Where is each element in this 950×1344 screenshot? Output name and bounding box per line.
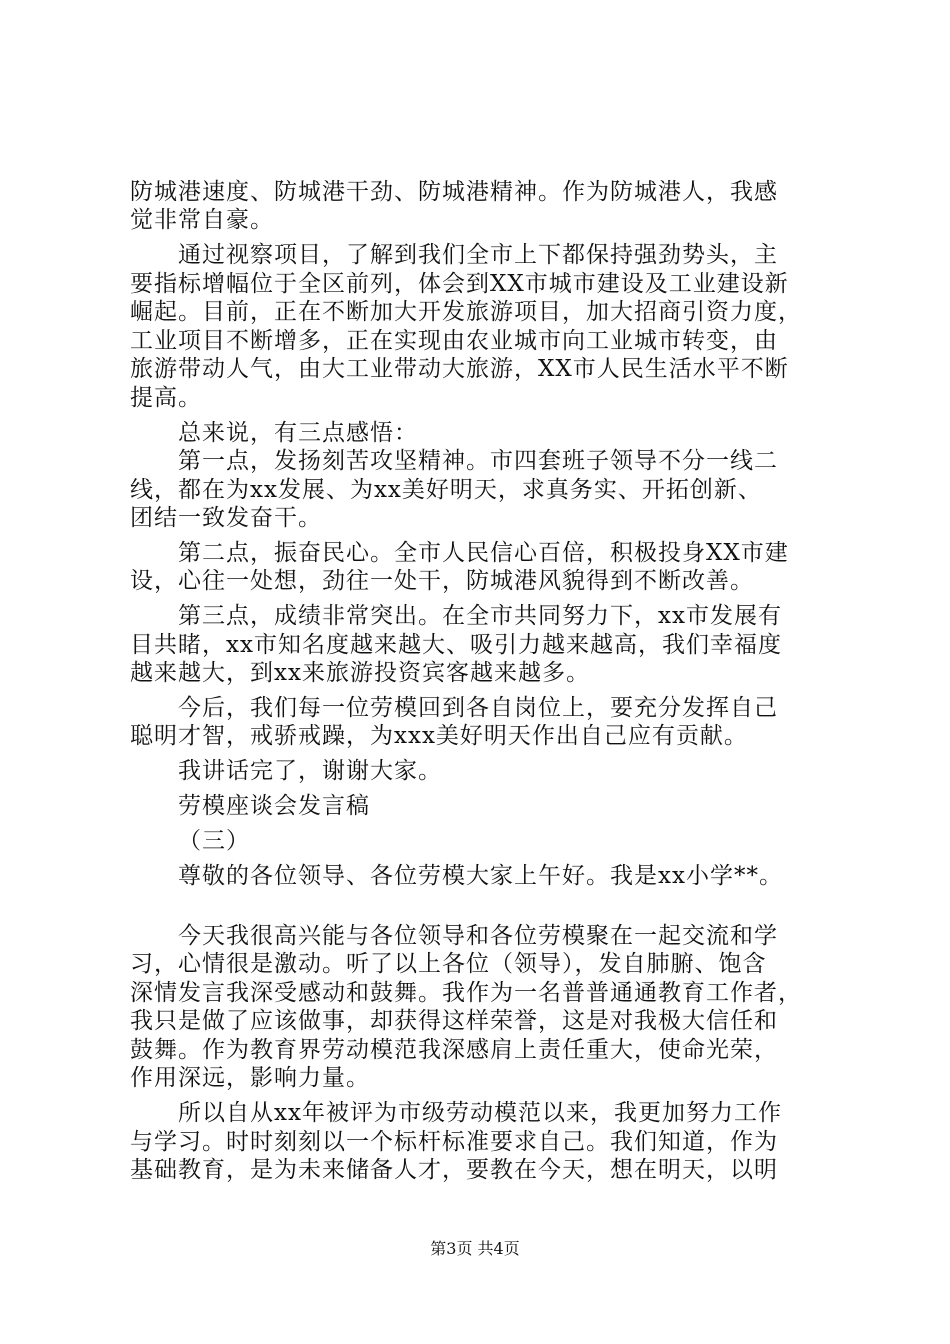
text-line: 今后，我们每一位劳模回到各自岗位上，要充分发挥自己 xyxy=(178,694,778,721)
text-line: 聪明才智，戒骄戒躁，为xxx美好明天作出自己应有贡献。 xyxy=(130,723,748,750)
text-line: 今天我很高兴能与各位领导和各位劳模聚在一起交流和学 xyxy=(178,922,778,949)
text-line: 通过视察项目，了解到我们全市上下都保持强劲势头，主 xyxy=(178,242,778,269)
text-line: 习，心情很是激动。听了以上各位（领导），发自肺腑、饱含 xyxy=(130,951,767,978)
page-footer: 第3页 共4页 xyxy=(430,1239,520,1258)
text-line: 越来越大，到xx来旅游投资宾客越来越多。 xyxy=(130,660,590,687)
text-line: 所以自从xx年被评为市级劳动模范以来，我更加努力工作 xyxy=(178,1100,782,1127)
text-line: 第三点，成绩非常突出。在全市共同努力下，xx市发展有 xyxy=(178,603,782,630)
text-line: 旅游带动人气，由大工业带动大旅游，XX市人民生活水平不断 xyxy=(130,356,789,383)
text-line: 团结一致发奋干。 xyxy=(130,505,322,531)
section-title: 劳模座谈会发言稿 xyxy=(178,793,370,820)
text-line: 与学习。时时刻刻以一个标杆标准要求自己。我们知道，作为 xyxy=(130,1128,778,1155)
text-line: 要指标增幅位于全区前列，体会到XX市城市建设及工业建设新 xyxy=(130,270,789,297)
text-line: 崛起。目前，正在不断加大开发旅游项目，加大招商引资力度， xyxy=(130,299,802,326)
text-line: 第二点，振奋民心。全市人民信心百倍，积极投身XX市建 xyxy=(178,539,789,566)
text-line: 我讲话完了，谢谢大家。 xyxy=(178,758,442,785)
text-line: 第一点，发扬刻苦攻坚精神。市四套班子领导不分一线二 xyxy=(178,448,778,475)
text-line: 觉非常自豪。 xyxy=(130,207,274,234)
text-line: 总来说，有三点感悟： xyxy=(178,419,418,446)
text-line: 作用深远，影响力量。 xyxy=(130,1065,370,1092)
text-line: 我只是做了应该做事，却获得这样荣誉，这是对我极大信任和 xyxy=(130,1008,778,1035)
text-line: 基础教育，是为未来储备人才，要教在今天，想在明天，以明 xyxy=(130,1157,778,1183)
text-line: 线，都在为xx发展、为xx美好明天，求真务实、开拓创新、 xyxy=(130,476,762,503)
text-line: 尊敬的各位领导、各位劳模大家上午好。我是xx小学**。 xyxy=(178,862,783,889)
text-line: 设，心往一处想，劲往一处干，防城港风貌得到不断改善。 xyxy=(130,568,754,595)
text-line: 目共睹，xx市知名度越来越大、吸引力越来越高，我们幸福度 xyxy=(130,631,782,658)
text-line: 鼓舞。作为教育界劳动模范我深感肩上责任重大，使命光荣， xyxy=(130,1036,778,1063)
section-number: （三） xyxy=(178,827,250,854)
text-line: 防城港速度、防城港干劲、防城港精神。作为防城港人，我感 xyxy=(130,179,778,205)
text-line: 深情发言我深受感动和鼓舞。我作为一名普普通通教育工作者， xyxy=(130,979,802,1006)
text-line: 提高。 xyxy=(130,384,202,411)
text-line: 工业项目不断增多，正在实现由农业城市向工业城市转变，由 xyxy=(130,327,778,354)
